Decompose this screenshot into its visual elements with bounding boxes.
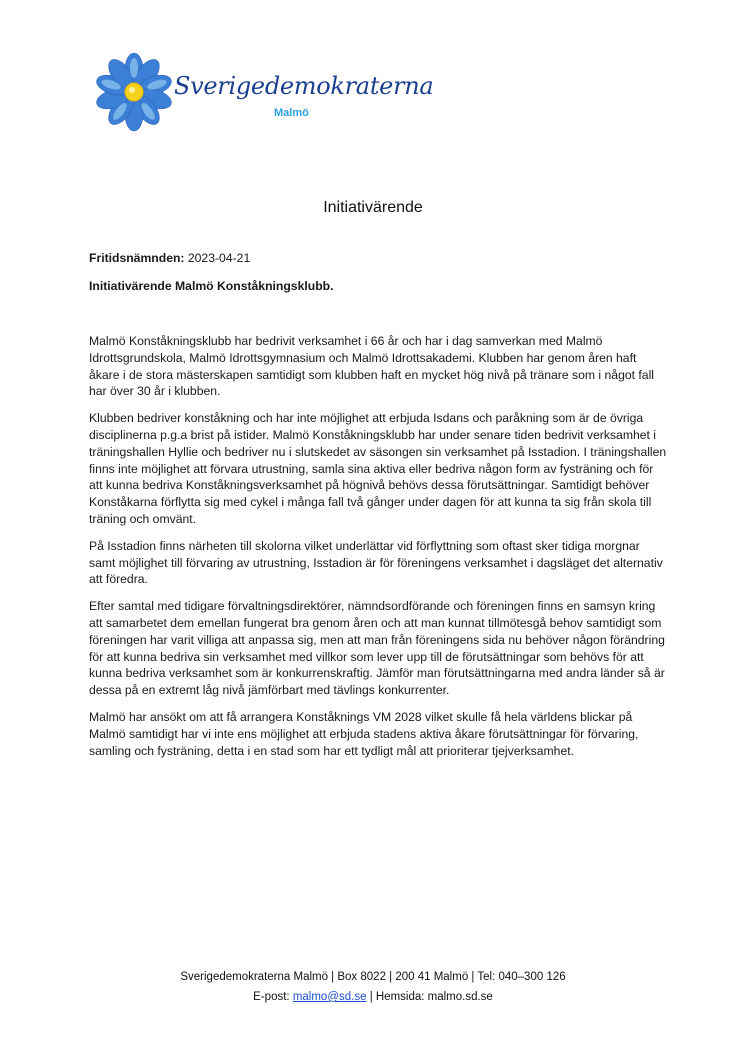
body-paragraph: Malmö har ansökt om att få arrangera Konståknings VM 2028 vilket skulle få hela världens blickar på Malmö samtidigt har vi inte ens möjlighet att erbjuda stadens aktiva åkare förutsättningar för förvaring, samling och fysträning, detta i en stad som har ett tydligt mål att prioriterar tjejverksamhet. xyxy=(89,709,639,758)
subject-line: Initiativärende Malmö Konståkningsklubb. xyxy=(89,279,334,293)
footer xyxy=(0,967,746,1007)
document-body xyxy=(89,333,669,769)
meta-line xyxy=(89,251,250,265)
body-paragraph: Klubben bedriver konståkning och har inte möjlighet att erbjuda Isdans och paråkning som är de övriga disciplinerna p.g.a brist på istider. Malmö Konståkningsklubb har under senare tiden bedrivit verksamhet i träningshallen Hyllie och bedriver nu i slutskedet av säsongen sin verksamhet på Isstadion. I träningshallen finns inte möjlighet att förvara utrustning, samla sina aktiva eller bedriva någon form av fysträning och för att kunna bedriva Konståkningsverksamhet på högnivå behövs dessa förutsättningar. Samtidigt behöver Konståkarna förflytta sig med cykel i många fall två gånger under dagen för att kunna ta sig från skola till träning och omvänt. xyxy=(89,411,667,526)
footer-address: Sverigedemokraterna Malmö | Box 8022 | 200 41 Malmö | Tel: 040–300 126 xyxy=(180,971,566,983)
brand-city: Malmö xyxy=(274,107,309,119)
body-paragraph: Malmö Konståkningsklubb har bedrivit verksamhet i 66 år och har i dag samverkan med Malmö Idrottsgrundskola, Malmö Idrottsgymnasium och Malmö Idrottsakademi. Klubben har genom åren haft åkare i de stora mästerskapen samtidigt som klubben haft en mycket hög nivå på tränare som i något fall har över 30 år i klubben. xyxy=(89,334,654,399)
flower-logo-icon xyxy=(94,52,178,136)
body-paragraph: Efter samtal med tidigare förvaltningsdirektörer, nämndsordförande och föreningen finns en samsyn kring att samarbetet dem emellan fungerat bra genom åren och att man kunnat tillmötesgå behov samtidigt som föreningen har varit villiga att anpassa sig, men att man från föreningens sida nu behöver någon förändring för att kunna bedriva sin verksamhet med villkor som lever upp till de förutsättningar som behövs för att kunna bedriva verksamhet som är konkurrenskraftig. Jämför man förutsättningarna med andra länder så är dessa på en extremt låg nivå jämförbart med tävlings konkurrenter. xyxy=(89,599,665,698)
body-paragraph: På Isstadion finns närheten till skolorna vilket underlättar vid förflyttning som oftast sker tidiga morgnar samt möjlighet till förvaring av utrustning, Isstadion är för föreningens verksamhet i dagsläget det alternativ att föredra. xyxy=(89,538,663,587)
meta-label: Fritidsnämnden: xyxy=(89,251,185,265)
footer-contact xyxy=(0,987,746,1007)
website-text: | Hemsida: malmo.sd.se xyxy=(369,991,493,1003)
email-label: E-post: xyxy=(253,991,290,1003)
meta-date: 2023-04-21 xyxy=(187,251,251,265)
logo xyxy=(94,52,434,132)
email-link[interactable]: malmo@sd.se xyxy=(292,991,367,1003)
brand-name: Sverigedemokraterna xyxy=(174,72,434,100)
page-title: Initiativärende xyxy=(323,199,423,216)
